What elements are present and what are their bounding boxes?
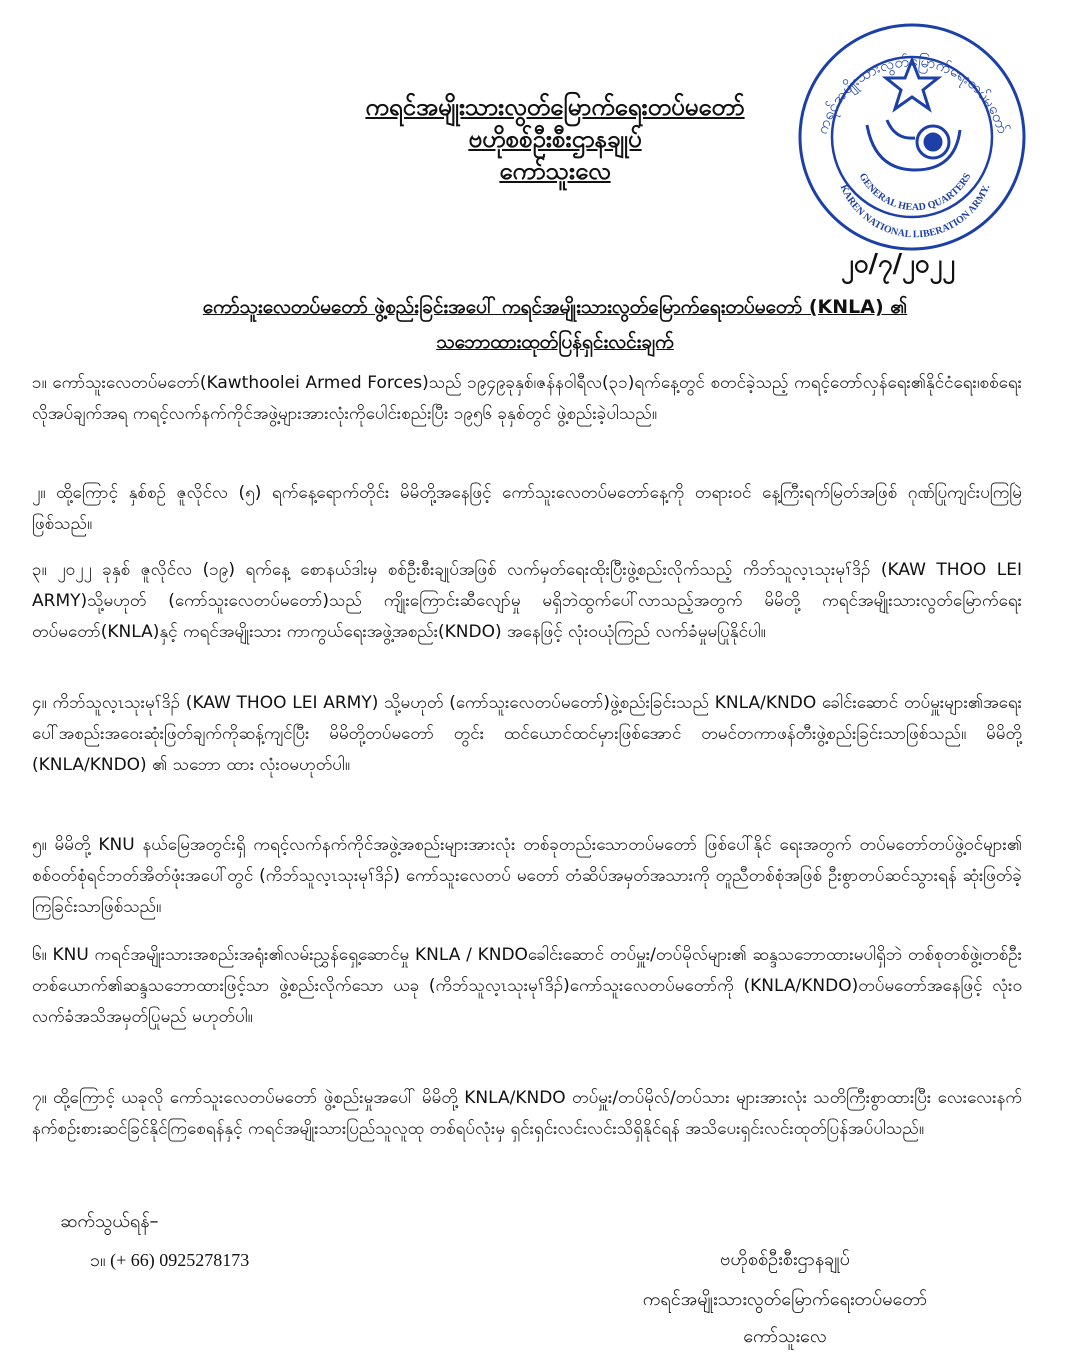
seal-inner-text-knla: KAREN NATIONAL LIBERATION ARMY. <box>837 182 993 241</box>
statement-subtitle: သဘောထားထုတ်ပြန်ရှင်းလင်းချက် <box>436 331 674 353</box>
document-date: ၂၀/၇/၂၀၂၂ <box>841 249 955 279</box>
paragraph-7: ၇။ ထို့ကြောင့် ယခုလို ကော်သူးလေတပ်မတော် ဖွဲ့စည်းမှုအပေါ် မိမိတို့ KNLA/KNDO တပ်မှူး/တပ်မိုလ်/တပ်သား များအားလုံး သတိကြီးစွာထားပြီး လေးလေးနက်နက်စဉ်းစားဆင်ခြင်နိုင်ကြစေရန်နှင့် ကရင်အမျိုးသားပြည်သူလူထု တစ်ရပ်လုံးမှ ရှင်းရှင်းလင်းလင်းသိရှိနိုင်ရန် အသိပေးရှင်းလင်းထုတ်ပြန်အပ်ပါသည်။ <box>32 1088 1022 1139</box>
statement-title: ကော်သူးလေတပ်မတော် ဖွဲ့စည်းခြင်းအပေါ် ကရင်အမျိုးသားလွတ်မြောက်ရေးတပ်မတော် (KNLA) ၏ <box>202 296 908 318</box>
knla-seal-logo <box>795 20 1030 255</box>
contact-label: ဆက်သွယ်ရန်– <box>60 1211 159 1232</box>
header-organization: ကရင်အမျိုးသားလွတ်မြောက်ရေးတပ်မတော် <box>365 93 745 121</box>
paragraph-6: ၆။ KNU ကရင်အမျိုးသားအစည်းအရုံး၏လမ်းညွှန်ရှေ့ဆောင်မှု KNLA / KNDOခေါင်းဆောင် တပ်မှူး/တပ်မိုလ်များ၏ ဆန္ဒသဘောထားမပါရှိဘဲ တစ်စုတစ်ဖွဲ့၊တစ်ဦးတစ်ယောက်၏ဆန္ဒသဘောထားဖြင့်သာ ဖွဲ့စည်းလိုက်သော ယခု (ကိဘ်သူလ့ၤသုးမုၢ်ဒိၣ်)ကော်သူးလေတပ်မတော်ကို (KNLA/KNDO)တပ်မတော်အနေဖြင့် လုံးဝလက်ခံအသိအမှတ်ပြုမည် မဟုတ်ပါ။ <box>32 945 1022 1027</box>
signature-location: ကော်သူးလေ <box>743 1326 827 1347</box>
contact-phone: ၁။ (+ 66) 0925278173 <box>90 1250 250 1270</box>
signature-headquarters: ဗဟိုစစ်ဦးစီးဌာနချုပ် <box>720 1249 850 1270</box>
paragraph-1: ၁။ ကော်သူးလေတပ်မတော်(Kawthoolei Armed Forces)သည် ၁၉၄၉ခုနှစ်၊ဇန်နဝါရီလ(၃၁)ရက်နေ့တွင် စတင်ခဲ့သည့် ကရင့်တော်လှန်ရေး၏နိုင်ငံရေး၊စစ်ရေးလိုအပ်ချက်အရ ကရင့်လက်နက်ကိုင်အဖွဲ့များအားလုံးကိုပေါင်းစည်းပြီး ၁၉၅၆ ခုနှစ်တွင် ဖွဲ့စည်းခဲ့ပါသည်။ <box>32 373 1022 424</box>
seal-inner-text-hq: GENERAL HEAD QUARTERS <box>856 171 974 214</box>
header-headquarters: ဗဟိုစစ်ဦးစီးဌာနချုပ် <box>468 125 642 153</box>
signature-organization: ကရင်အမျိုးသားလွတ်မြောက်ရေးတပ်မတော် <box>642 1289 928 1310</box>
paragraph-4: ၄။ ကိဘ်သူလ့ၤသုးမုၢ်ဒိၣ် (KAW THOO LEI ARMY) သို့မဟုတ် (ကော်သူးလေတပ်မတော်)ဖွဲ့စည်းခြင်းသည် KNLA/KNDO ခေါင်းဆောင် တပ်မှူးများ၏အရေးပေါ်အစည်းအဝေးဆုံးဖြတ်ချက်ကိုဆန့်ကျင်ပြီး မိမိတို့တပ်မတော် တွင်း ထင်ယောင်ထင်မှားဖြစ်အောင် တမင်တကာဖန်တီးဖွဲ့စည်းခြင်းသာဖြစ်သည်။ မိမိတို့ (KNLA/KNDO) ၏ သဘော ထား လုံးဝမဟုတ်ပါ။ <box>32 693 1022 775</box>
header-location: ကော်သူးလေ <box>499 157 611 185</box>
horn-emblem-icon <box>867 120 960 170</box>
seal-top-text: ကရင်အမျိုးသားလွတ်မြောက်ရေးတပ်မတော် <box>812 51 1013 137</box>
paragraph-2: ၂။ ထို့ကြောင့် နှစ်စဉ် ဇူလိုင်လ (၅) ရက်နေ့ရောက်တိုင်း မိမိတို့အနေဖြင့် ကော်သူးလေတပ်မတော်နေ့ကို တရားဝင် နေ့ကြီးရက်မြတ်အဖြစ် ဂုဏ်ပြုကျင်းပကြမြဲဖြစ်သည်။ <box>32 483 1022 534</box>
paragraph-5: ၅။ မိမိတို့ KNU နယ်မြေအတွင်းရှိ ကရင့်လက်နက်ကိုင်အဖွဲ့အစည်းများအားလုံး တစ်ခုတည်းသောတပ်မတော် ဖြစ်ပေါ်နိုင် ရေးအတွက် တပ်မတော်တပ်ဖွဲ့ဝင်များ၏ စစ်ဝတ်စုံရင်ဘတ်အိတ်ဖုံးအပေါ်တွင် (ကိဘ်သူလ့ၤသုးမုၢ်ဒိၣ်) ကော်သူးလေတပ် မတော် တံဆိပ်အမှတ်အသားကို တူညီတစ်စုံအဖြစ် ဦးစွာတပ်ဆင်သွားရန် ဆုံးဖြတ်ခဲ့ကြခြင်းသာဖြစ်သည်။ <box>32 835 1022 917</box>
paragraph-3: ၃။ ၂၀၂၂ ခုနှစ် ဇူလိုင်လ (၁၉) ရက်နေ့ စောနယ်ဒါးမှ စစ်ဦးစီးချုပ်အဖြစ် လက်မှတ်ရေးထိုးပြီးဖွဲ့စည်းလိုက်သည့် ကိဘ်သူလ့ၤသုးမုၢ်ဒိၣ် (KAW THOO LEI ARMY)သို့မဟုတ် (ကော်သူးလေတပ်မတော်)သည် ကျိုးကြောင်းဆီလျော်မှု မရှိဘဲထွက်ပေါ်လာသည့်အတွက် မိမိတို့ ကရင်အမျိုးသားလွတ်မြောက်ရေးတပ်မတော်(KNLA)နှင့် ကရင်အမျိုးသား ကာကွယ်ရေးအဖွဲ့အစည်း(KNDO) အနေဖြင့် လုံးဝယုံကြည် လက်ခံမှုမပြုနိုင်ပါ။ <box>32 560 1022 642</box>
